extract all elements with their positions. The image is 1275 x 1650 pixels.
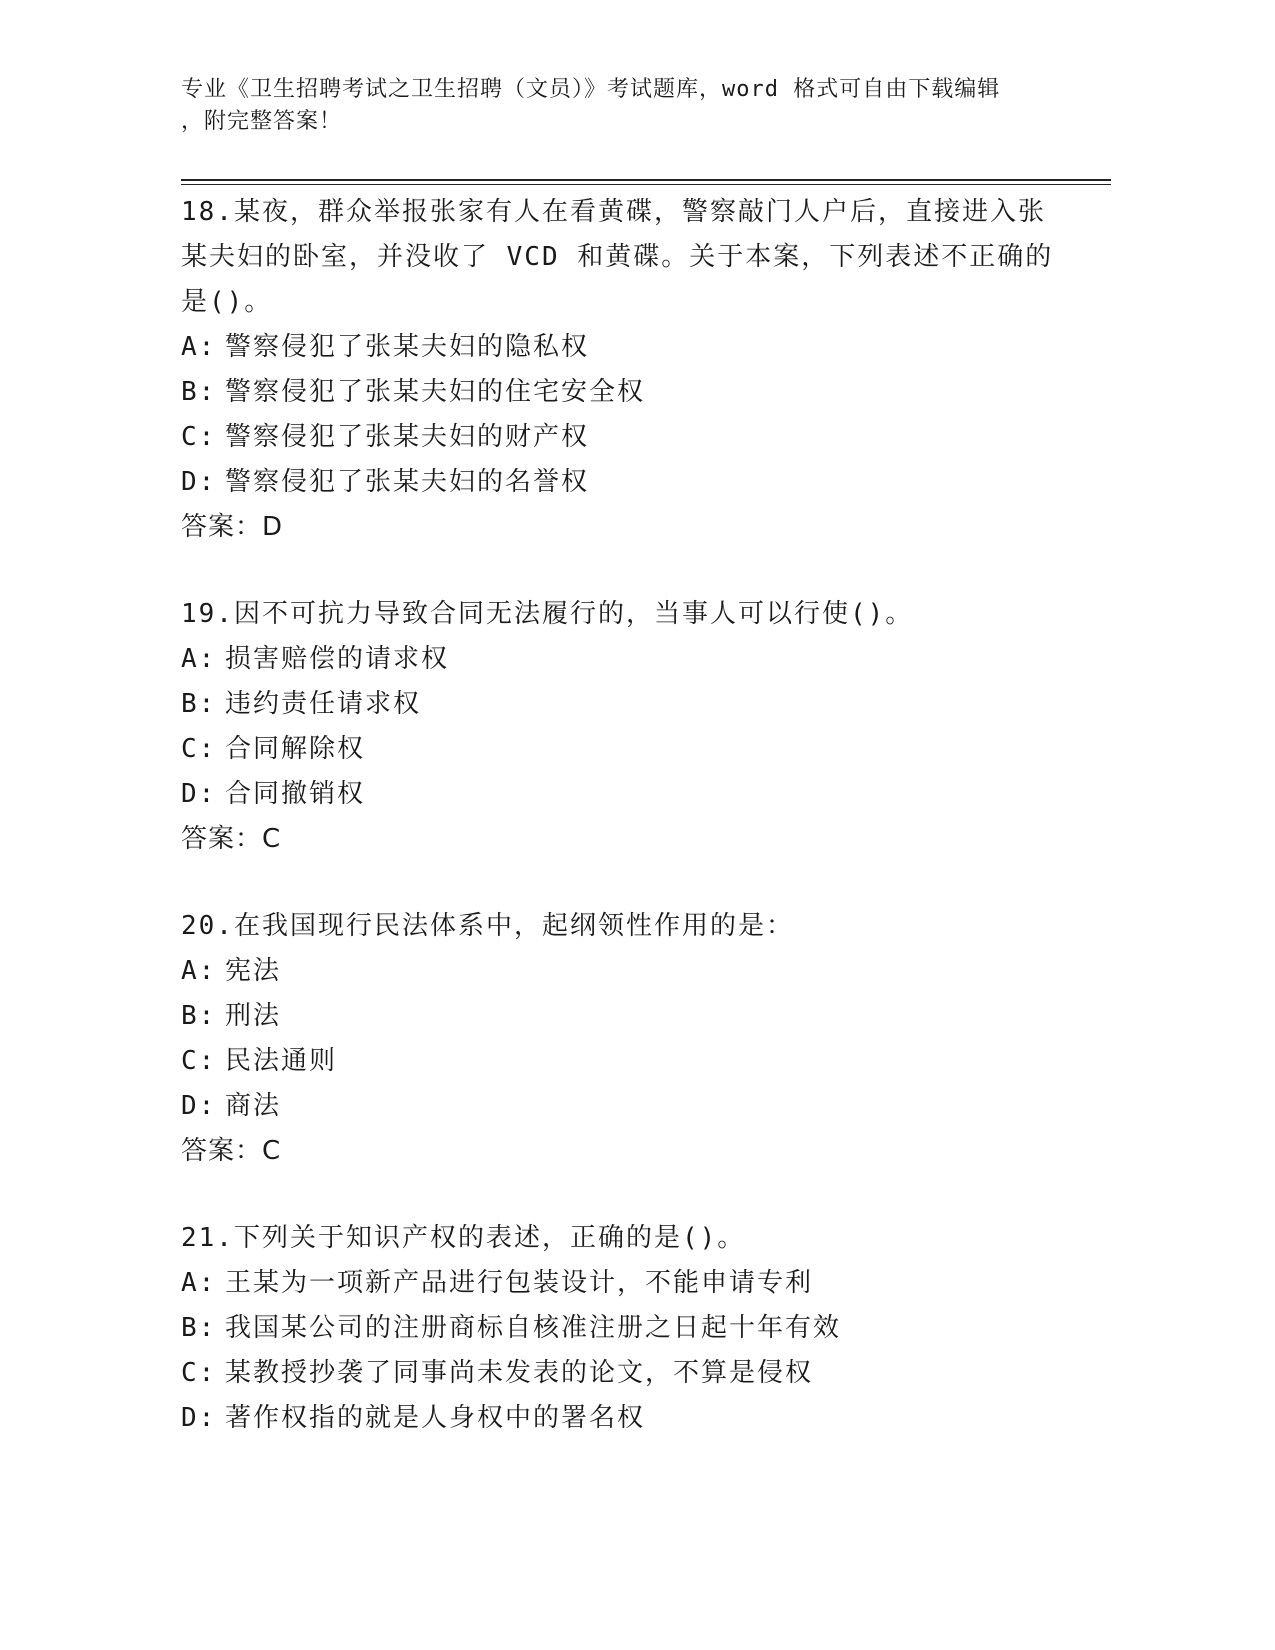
header-line-2: ，附完整答案！	[181, 109, 343, 134]
question-stem: 20.在我国现行民法体系中，起纲领性作用的是：	[181, 911, 794, 941]
option-c	[181, 727, 1061, 772]
option-letter: D:	[181, 779, 217, 809]
option-b	[181, 1306, 1061, 1351]
option-text: 著作权指的就是人身权中的署名权	[225, 1403, 646, 1433]
option-letter: C:	[181, 734, 217, 764]
option-c	[181, 1039, 1061, 1084]
option-letter: D:	[181, 467, 217, 497]
answer-line: 答案：D	[181, 512, 284, 542]
option-d	[181, 1084, 1061, 1129]
option-text: 刑法	[225, 1001, 282, 1031]
question-21	[181, 1216, 1061, 1441]
answer-line: 答案：C	[181, 1136, 282, 1166]
option-text: 我国某公司的注册商标自核准注册之日起十年有效	[225, 1313, 842, 1343]
header-line-1: 专业《卫生招聘考试之卫生招聘（文员）》考试题库，word 格式可自由下载编辑	[181, 77, 1001, 102]
question-list	[181, 190, 1061, 1483]
option-letter: A:	[181, 956, 217, 986]
question-18	[181, 190, 1061, 550]
option-d	[181, 772, 1061, 817]
option-text: 警察侵犯了张某夫妇的隐私权	[225, 332, 590, 362]
option-a	[181, 325, 1061, 370]
option-text: 合同解除权	[225, 734, 366, 764]
header-divider-thick	[181, 179, 1111, 181]
option-text: 宪法	[225, 956, 282, 986]
option-text: 警察侵犯了张某夫妇的名誉权	[225, 467, 590, 497]
option-text: 某教授抄袭了同事尚未发表的论文，不算是侵权	[225, 1358, 814, 1388]
option-text: 警察侵犯了张某夫妇的住宅安全权	[225, 377, 646, 407]
option-c	[181, 415, 1061, 460]
option-d	[181, 460, 1061, 505]
option-letter: B:	[181, 689, 217, 719]
option-letter: A:	[181, 332, 217, 362]
document-header	[181, 74, 1041, 138]
header-divider-thin	[181, 184, 1111, 185]
option-c	[181, 1351, 1061, 1396]
question-stem: 21.下列关于知识产权的表述，正确的是()。	[181, 1223, 746, 1253]
option-text: 商法	[225, 1091, 282, 1121]
option-a	[181, 949, 1061, 994]
option-text: 警察侵犯了张某夫妇的财产权	[225, 422, 590, 452]
option-b	[181, 994, 1061, 1039]
option-b	[181, 682, 1061, 727]
option-letter: C:	[181, 1046, 217, 1076]
answer-line: 答案：C	[181, 824, 282, 854]
option-text: 损害赔偿的请求权	[225, 644, 450, 674]
option-text: 违约责任请求权	[225, 689, 422, 719]
option-b	[181, 370, 1061, 415]
option-letter: D:	[181, 1403, 217, 1433]
option-text: 王某为一项新产品进行包装设计，不能申请专利	[225, 1268, 814, 1298]
option-letter: A:	[181, 644, 217, 674]
option-a	[181, 637, 1061, 682]
option-text: 民法通则	[225, 1046, 338, 1076]
question-20	[181, 904, 1061, 1174]
option-letter: B:	[181, 377, 217, 407]
option-text: 合同撤销权	[225, 779, 366, 809]
option-letter: D:	[181, 1091, 217, 1121]
question-stem: 18.某夜，群众举报张家有人在看黄碟，警察敲门人户后，直接进入张某夫妇的卧室，并没收了 VCD 和黄碟。关于本案，下列表述不正确的是()。	[181, 197, 1054, 317]
option-d	[181, 1396, 1061, 1441]
option-letter: B:	[181, 1001, 217, 1031]
option-letter: C:	[181, 422, 217, 452]
question-stem: 19.因不可抗力导致合同无法履行的，当事人可以行使()。	[181, 599, 914, 629]
option-letter: B:	[181, 1313, 217, 1343]
option-letter: C:	[181, 1358, 217, 1388]
option-letter: A:	[181, 1268, 217, 1298]
option-a	[181, 1261, 1061, 1306]
question-19	[181, 592, 1061, 862]
